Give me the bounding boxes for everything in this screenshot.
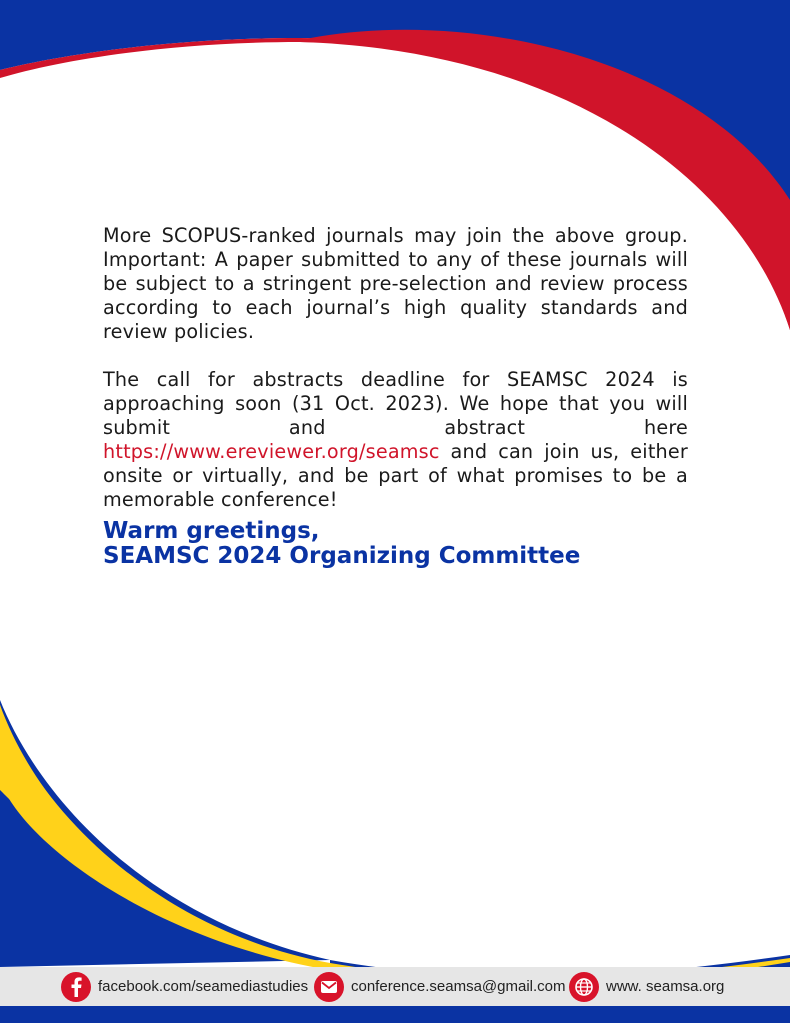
footer-contact-bar (0, 967, 790, 1006)
body-text (103, 224, 688, 512)
closing (103, 519, 580, 569)
footer-email[interactable] (314, 972, 565, 1002)
footer-website[interactable] (569, 972, 724, 1002)
paragraph-journals: More SCOPUS-ranked journals may join the above group. Important: A paper submitted to any of these journals will be subject to a stringent pre-selection and review process according to each journal’s high quality standards and review policies. (103, 224, 688, 343)
email-text: conference.seamsa@gmail.com (351, 978, 566, 995)
facebook-text: facebook.com/seamediastudies (98, 978, 309, 995)
facebook-icon (61, 972, 91, 1002)
paragraph-deadline-text-end: and can join us, either onsite or virtually, and be part of what promises to be a memorable conference! (103, 440, 688, 511)
closing-greeting: Warm greetings, (103, 518, 320, 544)
globe-icon (569, 972, 599, 1002)
website-text: www. seamsa.org (606, 978, 725, 995)
closing-signature: SEAMSC 2024 Organizing Committee (103, 543, 581, 569)
paragraph-deadline (103, 368, 688, 512)
bottom-blue-bar (0, 1006, 790, 1023)
abstract-submission-link[interactable]: https://www.ereviewer.org/seamsc (103, 440, 440, 463)
footer-facebook[interactable] (61, 972, 308, 1002)
email-icon (314, 972, 344, 1002)
paragraph-deadline-text: The call for abstracts deadline for SEAMSC 2024 is approaching soon (31 Oct. 2023). We hope that you will submit and abstract here (103, 368, 688, 439)
